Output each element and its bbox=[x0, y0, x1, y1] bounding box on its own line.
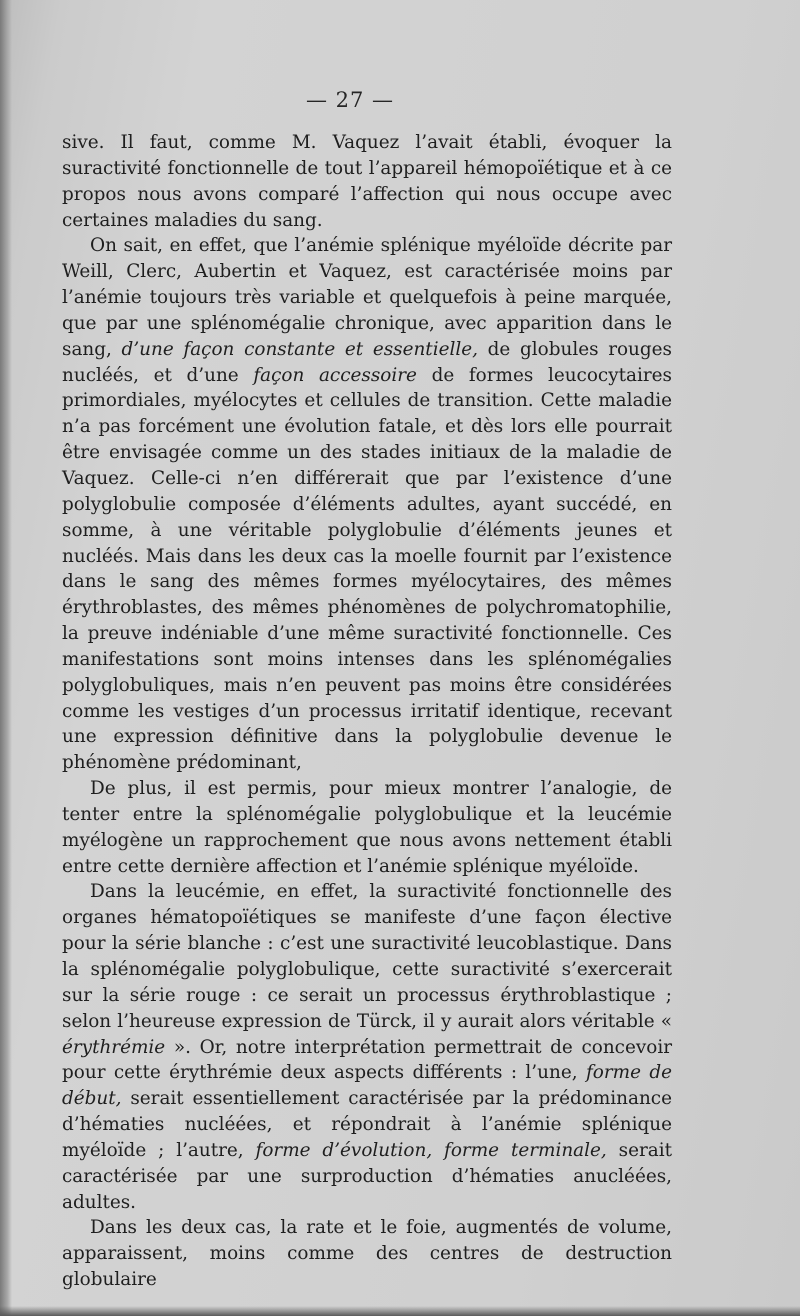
paragraph bbox=[62, 130, 672, 233]
text-run: sive. Il faut, comme M. Vaquez l’avait établi, évoquer la suractivité fonctionnelle de tout l’appareil hémopoïétique et à ce propos nous avons comparé l’affection qui nous occupe avec certaines maladies du sang. bbox=[62, 132, 672, 231]
body-text bbox=[62, 130, 672, 1293]
text-run: Dans la leucémie, en effet, la suractivité fonctionnelle des organes hématopoïétiques se manifeste d’une façon élective pour la série blanche : c’est une suractivité leucoblastique. Dans la splénomégalie polyglobulique, cette suractivité s’exercerait sur la série rouge : ce serait un processus érythroblastique ; selon l’heureuse expression de Türck, il y aurait alors véritable « bbox=[62, 881, 672, 1032]
page-number: — 27 — bbox=[305, 88, 395, 112]
paragraph bbox=[62, 1215, 672, 1293]
binding-shadow bbox=[0, 0, 12, 1316]
text-run: De plus, il est permis, pour mieux montrer l’analogie, de tenter entre la splénomégalie polyglobulique et la leucémie myélogène un rapprochement que nous avons nettement établi entre cette dernière affection et l’anémie splénique myéloïde. bbox=[62, 778, 672, 877]
text-run: Dans les deux cas, la rate et le foie, augmentés de volume, apparaissent, moins comme des centres de destruction globulaire bbox=[62, 1217, 672, 1291]
text-run: On sait, en effet, que l’anémie splénique myéloïde décrite par Weill, Clerc, Aubertin et Vaquez, est caractérisée moins par l’anémie toujours très variable et quelquefois à peine marquée, que par une splénomégalie chronique, avec apparition dans le sang, bbox=[62, 235, 672, 360]
italic-run: forme de début, bbox=[62, 1062, 673, 1110]
italic-run: forme d’évolution, forme terminale, bbox=[255, 1139, 607, 1161]
page-bottom-edge bbox=[0, 1306, 800, 1316]
text-run: de formes leucocytaires primordiales, myélocytes et cellules de transition. Cette maladie n’a pas forcément une évolution fatale, et dès lors elle pourrait être envisagée comme un des stades initiaux de la maladie de Vaquez. Celle-ci n’en différerait que par l’existence d’une polyglobulie composée d’éléments adultes, ayant succédé, en somme, à une véritable polyglobulie d’éléments jeunes et nucléés. Mais dans les deux cas la moelle fournit par l’existence dans le sang des mêmes formes myélocytaires, des mêmes érythroblastes, des mêmes phénomènes de polychromatophilie, la preuve indéniable d’une même suractivité fonctionnelle. Ces manifestations sont moins intenses dans les splénomégalies polyglobuliques, mais n’en peuvent pas moins être considérées comme les vestiges d’un processus irritatif identique, recevant une expression définitive dans la polyglobulie devenue le phénomène prédominant, bbox=[62, 364, 672, 774]
text-run: de globules rouges nucléés, et d’une bbox=[62, 338, 672, 386]
text-run: serait essentiellement caractérisée par la prédominance d’hématies nucléées, et répondrait à l’anémie splénique myéloïde ; l’autre, bbox=[62, 1088, 672, 1161]
italic-run: érythrémie bbox=[62, 1036, 166, 1058]
paragraph bbox=[62, 233, 672, 776]
paragraph bbox=[62, 879, 672, 1215]
text-run: ». Or, notre interprétation permettrait de concevoir pour cette érythrémie deux aspects différents : l’une, bbox=[62, 1036, 672, 1084]
paragraph bbox=[62, 776, 672, 879]
italic-run: d’une façon constante et essentielle, bbox=[121, 338, 478, 360]
text-run: serait caractérisée par une surproduction d’hématies anucléées, adultes. bbox=[62, 1139, 672, 1213]
italic-run: façon accessoire bbox=[253, 364, 417, 386]
